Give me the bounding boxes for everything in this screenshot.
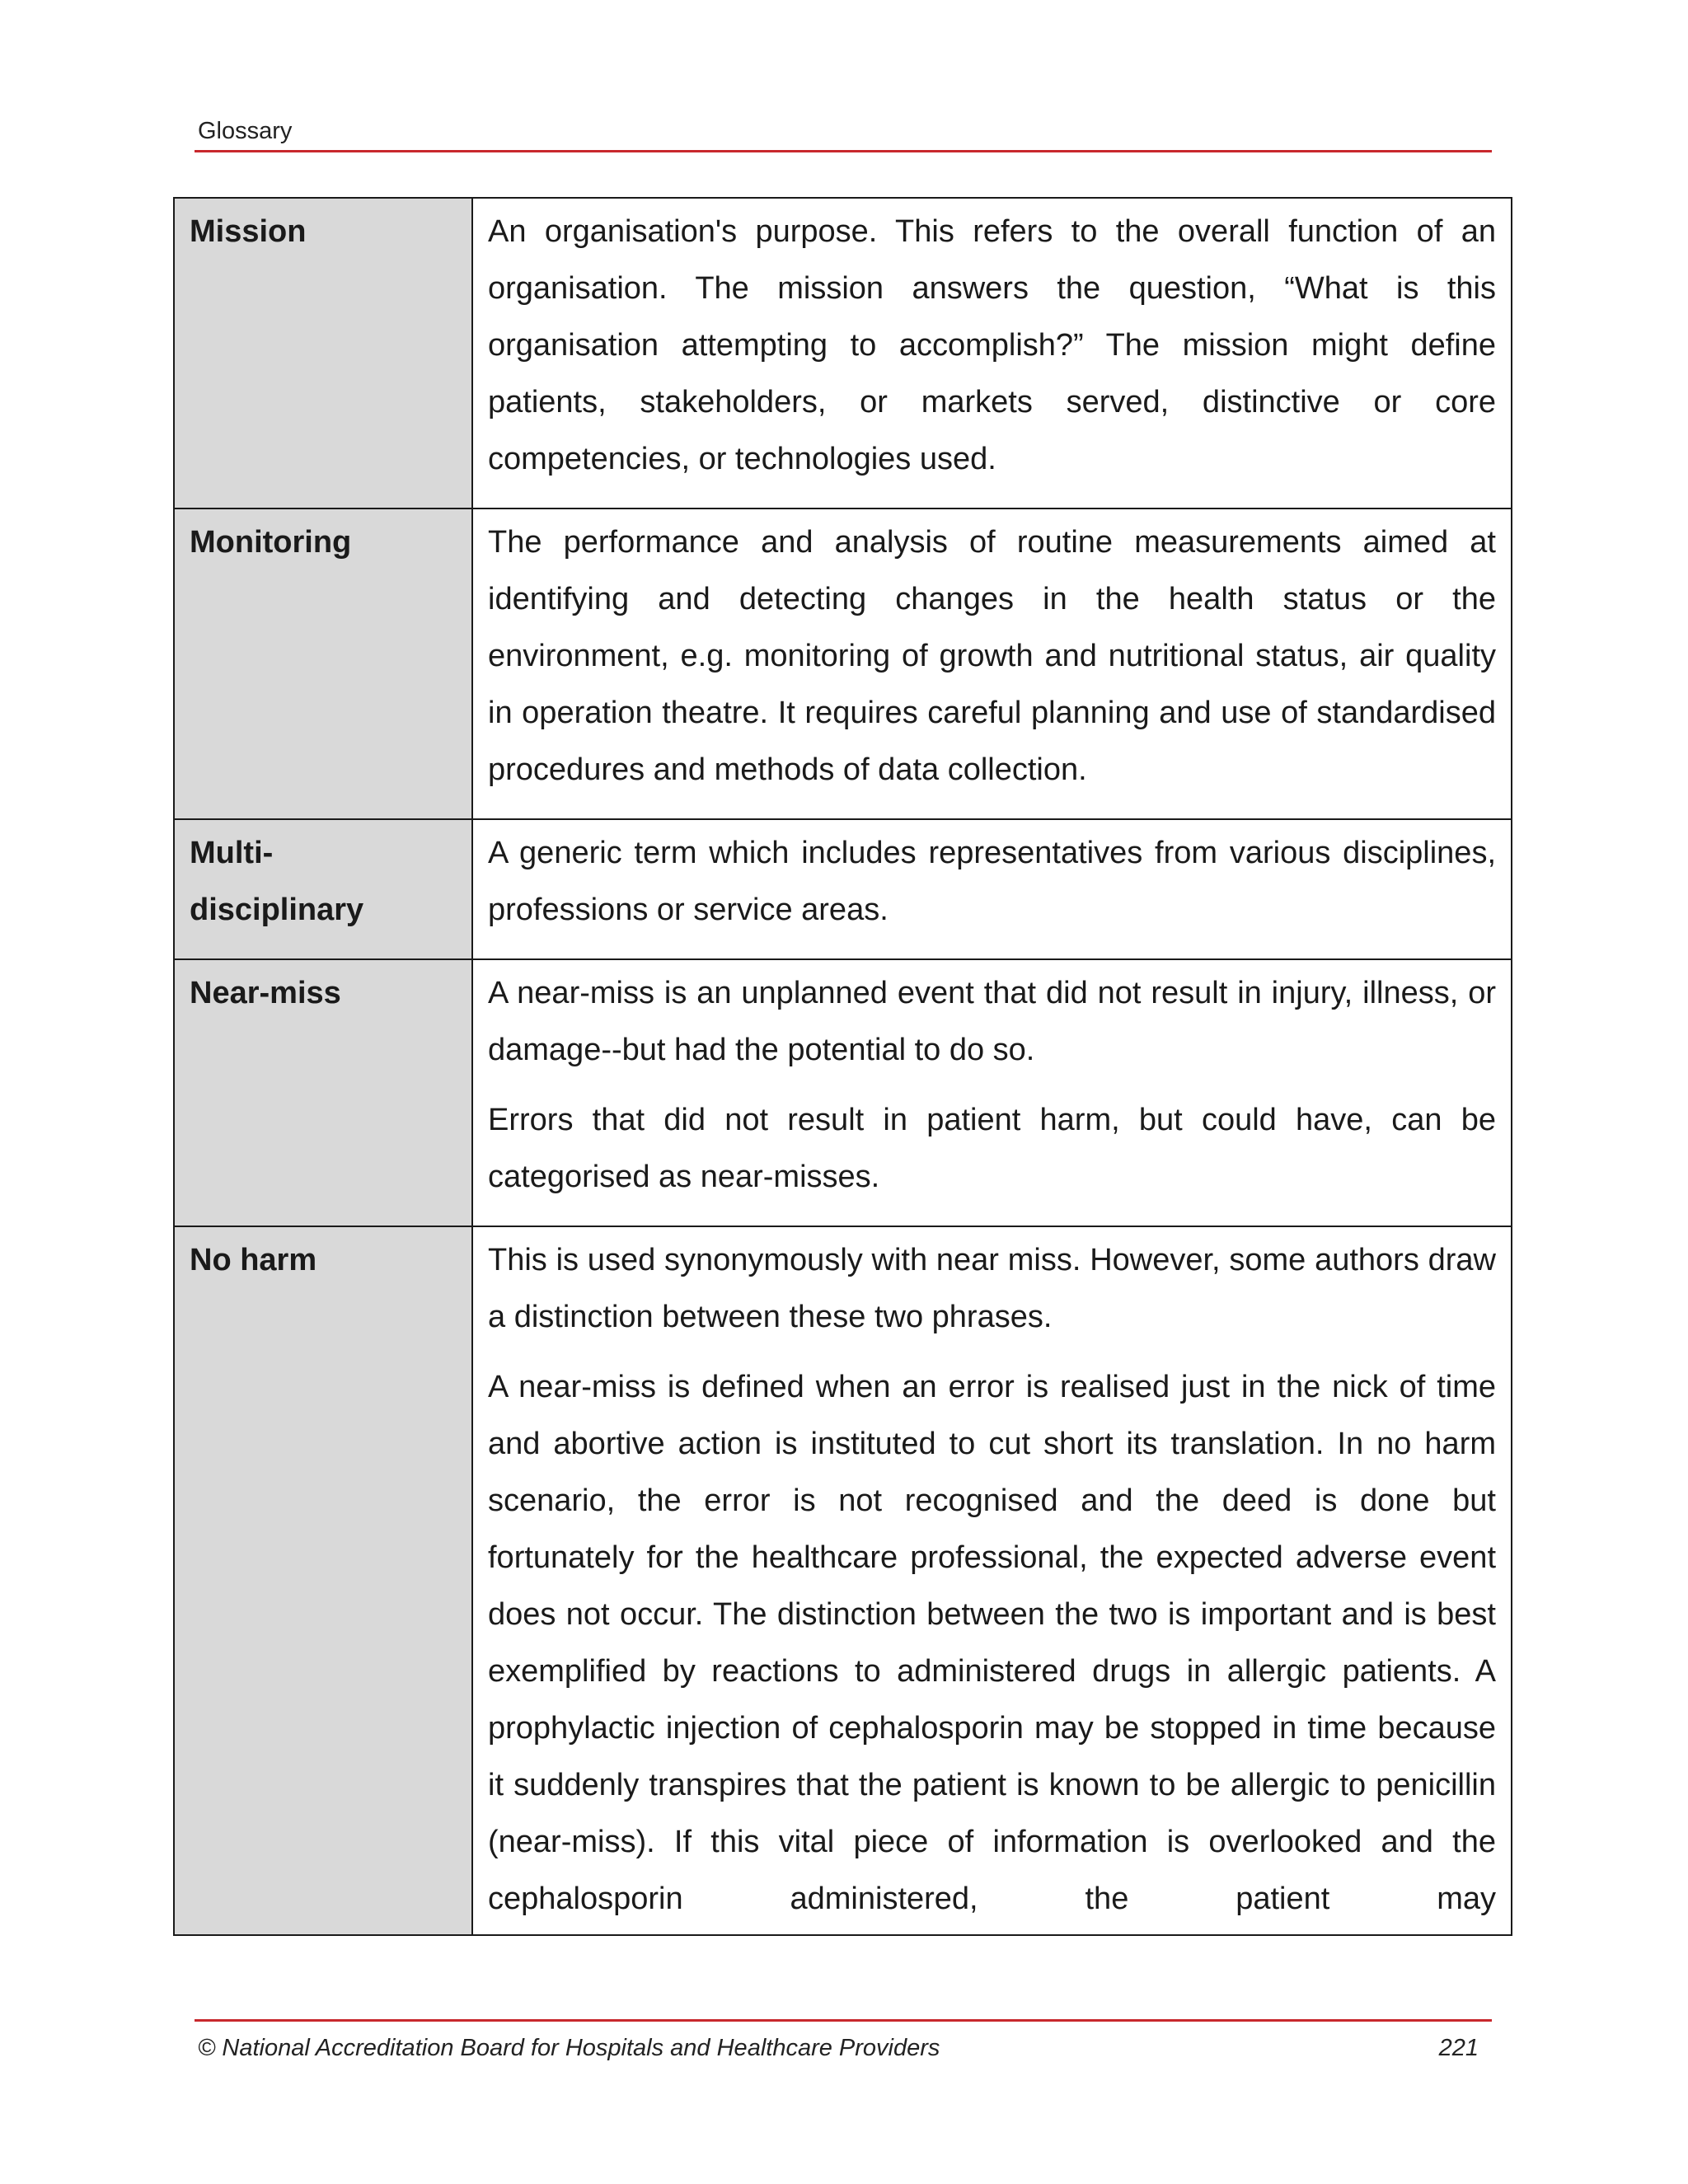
definition-cell: [472, 819, 1512, 959]
glossary-row: [174, 1226, 1512, 1935]
page-footer: [195, 2019, 1492, 2071]
page-number: 221: [1438, 2035, 1479, 2061]
term-cell: [174, 198, 472, 509]
definition-cell: [472, 1226, 1512, 1935]
term-cell: [174, 959, 472, 1226]
definition-cell: [472, 198, 1512, 509]
term-cell: [174, 1226, 472, 1935]
definition-paragraph: A near-miss is defined when an error is realised just in the nick of time and abortive action is instituted to cut short its translation. In no harm scenario, the error is not recognised and the deed is done but fortunately for the healthcare professional, the expected adverse event does not occur. The distinction between the two is important and is best exemplified by reactions to administered drugs in allergic patients. A prophylactic injection of cephalosporin may be stopped in time because it suddenly transpires that the patient is known to be allergic to penicillin (near-miss). If this vital piece of information is overlooked and the cephalosporin administered, the patient may: [488, 1370, 1496, 1916]
term-label: Multi-disciplinary: [190, 836, 364, 927]
section-title: Glossary: [198, 118, 293, 144]
definition-paragraph: A generic term which includes representatives from various disciplines, professions or service areas.: [488, 836, 1496, 927]
term-label: Monitoring: [190, 525, 352, 560]
definition-paragraph: Errors that did not result in patient harm, but could have, can be categorised as near-misses.: [488, 1103, 1496, 1194]
term-label: No harm: [190, 1243, 317, 1277]
term-cell: [174, 819, 472, 959]
glossary-table: [173, 197, 1512, 1936]
page-header: [195, 115, 1492, 152]
definition-paragraph: This is used synonymously with near miss. However, some authors draw a distinction between these two phrases.: [488, 1243, 1496, 1334]
definition-paragraph: The performance and analysis of routine measurements aimed at identifying and detecting changes in the health status or the environment, e.g. monitoring of growth and nutritional status, air quality in operation theatre. It requires careful planning and use of standardised procedures and methods of data collection.: [488, 525, 1496, 787]
glossary-row: [174, 509, 1512, 819]
definition-paragraph: An organisation's purpose. This refers to the overall function of an organisation. The mission answers the question, “What is this organisation attempting to accomplish?” The mission might define patients, stakeholders, or markets served, distinctive or core competencies, or technologies used.: [488, 214, 1496, 476]
definition-cell: [472, 959, 1512, 1226]
glossary-row: [174, 198, 1512, 509]
glossary-row: [174, 959, 1512, 1226]
copyright-notice: © National Accreditation Board for Hospitals and Healthcare Providers: [198, 2035, 940, 2061]
definition-cell: [472, 509, 1512, 819]
term-cell: [174, 509, 472, 819]
term-label: Mission: [190, 214, 307, 249]
definition-paragraph: A near-miss is an unplanned event that did not result in injury, illness, or damage--but had the potential to do so.: [488, 976, 1496, 1067]
glossary-row: [174, 819, 1512, 959]
term-label: Near-miss: [190, 976, 341, 1010]
